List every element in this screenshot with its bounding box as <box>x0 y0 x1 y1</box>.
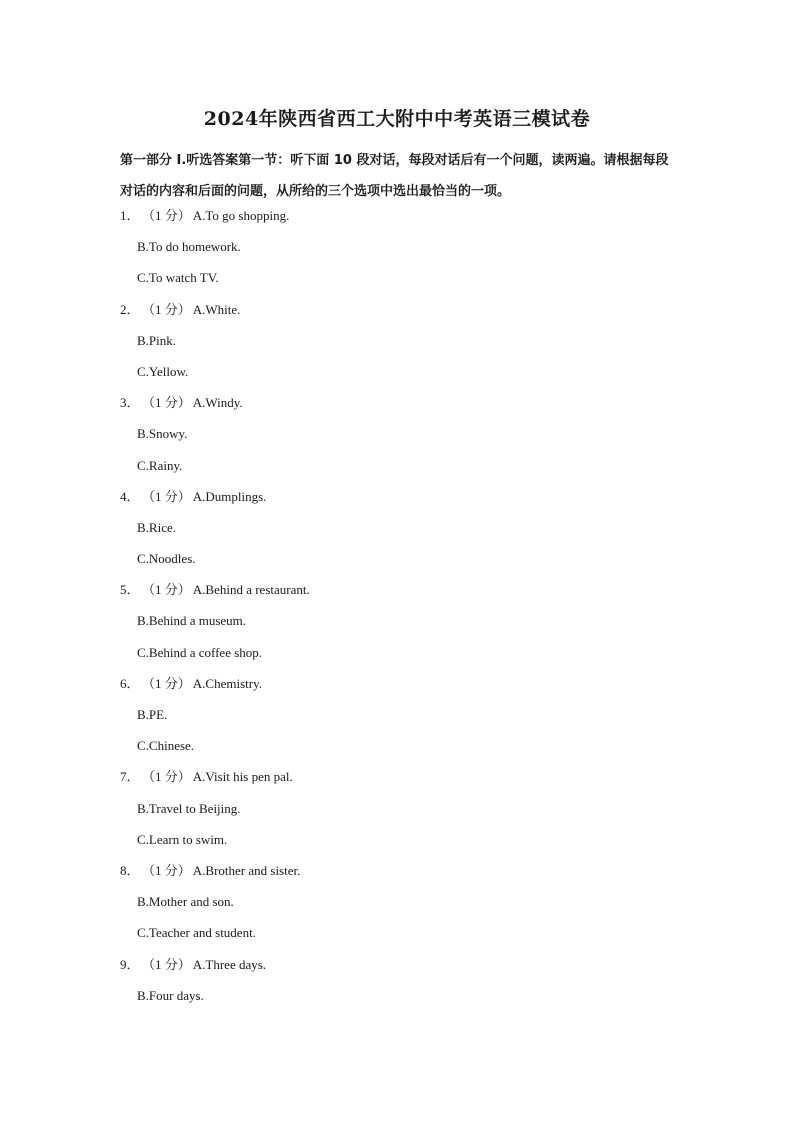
option-text: B.Mother and son. <box>137 894 234 910</box>
option-text: C.Noodles. <box>137 551 196 567</box>
option-text: A.Visit his pen pal. <box>192 769 293 785</box>
option-line <box>120 800 680 831</box>
option-line <box>120 519 680 550</box>
question-number: 8． <box>120 862 140 878</box>
option-text: B.To do homework. <box>137 239 241 255</box>
option-line <box>120 893 680 924</box>
question-score: （1 分） <box>142 208 191 223</box>
question-score: （1 分） <box>142 862 191 878</box>
question-score: （1 分） <box>142 488 191 504</box>
question-line <box>120 862 680 893</box>
option-text: C.Teacher and student. <box>137 925 256 941</box>
option-line <box>120 987 680 1018</box>
question-number: 6． <box>120 675 140 691</box>
option-text: A.To go shopping. <box>192 208 290 223</box>
question-score: （1 分） <box>142 769 191 785</box>
option-line <box>120 612 680 643</box>
option-text: C.Chinese. <box>137 738 195 754</box>
option-text: A.Behind a restaurant. <box>192 582 310 598</box>
option-line <box>120 924 680 955</box>
option-text: B.Four days. <box>137 987 204 1003</box>
question-number: 2． <box>120 301 140 317</box>
option-text: A.Chemistry. <box>192 675 262 691</box>
question-score: （1 分） <box>142 675 191 691</box>
option-line <box>120 425 680 456</box>
option-line <box>120 363 680 394</box>
option-text: B.Snowy. <box>137 426 188 442</box>
option-line <box>120 831 680 862</box>
question-line <box>120 301 680 332</box>
option-text: B.Pink. <box>137 332 177 348</box>
question-list <box>120 207 680 1018</box>
option-line <box>120 737 680 768</box>
question-number: 7． <box>120 769 140 785</box>
option-line <box>120 457 680 488</box>
option-text: C.Learn to swim. <box>137 831 228 847</box>
option-line <box>120 238 680 269</box>
option-text: B.Travel to Beijing. <box>137 800 241 816</box>
option-line <box>120 550 680 581</box>
question-number: 3． <box>120 395 140 411</box>
question-number: 5． <box>120 582 140 598</box>
question-score: （1 分） <box>142 395 191 411</box>
option-text: B.Rice. <box>137 519 176 535</box>
question-score: （1 分） <box>142 301 191 317</box>
option-text: C.Yellow. <box>137 363 189 379</box>
question-score: （1 分） <box>142 582 191 598</box>
question-line <box>120 207 680 238</box>
option-text: B.Behind a museum. <box>137 613 247 629</box>
option-line <box>120 269 680 300</box>
option-line <box>120 644 680 675</box>
question-number: 9． <box>120 956 140 972</box>
option-text: C.Behind a coffee shop. <box>137 644 263 660</box>
option-text: A.Dumplings. <box>192 488 267 504</box>
page-title: 2024年陕西省西工大附中中考英语三模试卷 <box>203 108 591 130</box>
section-instructions: 第一部分 Ⅰ.听选答案第一节：听下面 10 段对话，每段对话后有一个问题，读两遍。请根据每段对话的内容和后面的问题，从所给的三个选项中选出最恰当的一项。 <box>120 153 669 199</box>
option-text: B.PE. <box>137 707 168 722</box>
question-number: 4． <box>120 488 140 504</box>
question-line <box>120 394 680 425</box>
option-text: A.Three days. <box>192 956 267 972</box>
question-line <box>120 488 680 519</box>
option-text: C.Rainy. <box>137 457 183 473</box>
option-text: A.Brother and sister. <box>192 862 301 878</box>
question-line <box>120 956 680 987</box>
option-line <box>120 706 680 737</box>
question-line <box>120 675 680 706</box>
option-line <box>120 332 680 363</box>
question-line <box>120 768 680 799</box>
option-text: A.White. <box>192 301 241 317</box>
option-text: A.Windy. <box>192 395 243 411</box>
question-line <box>120 581 680 612</box>
option-text: C.To watch TV. <box>137 270 219 286</box>
question-number: 1． <box>120 208 140 223</box>
question-score: （1 分） <box>142 956 191 972</box>
